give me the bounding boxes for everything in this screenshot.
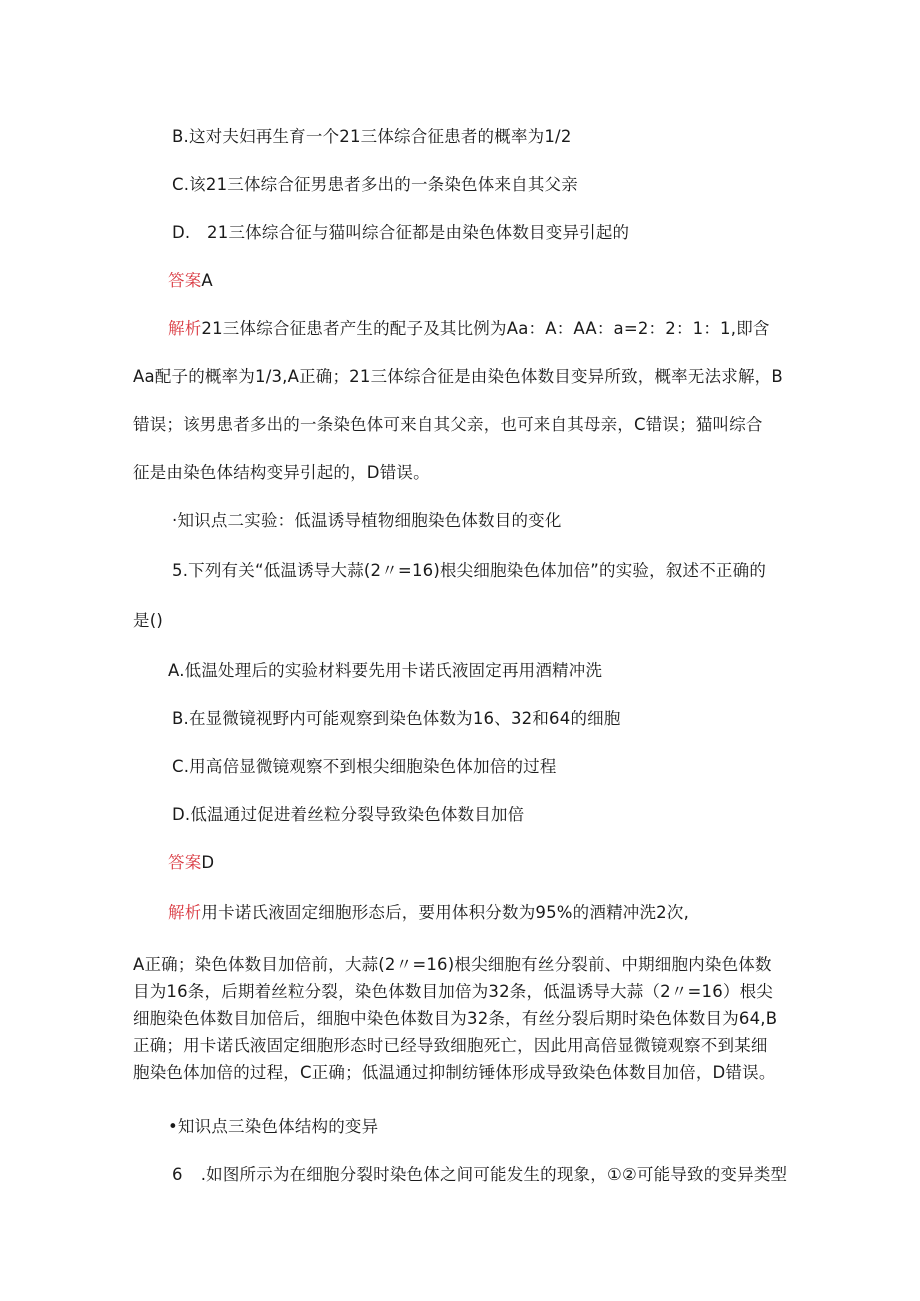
- q6-stem-text: .如图所示为在细胞分裂时染色体之间可能发生的现象，①②可能导致的变异类型: [200, 1165, 788, 1184]
- q6-stem: [172, 1164, 787, 1186]
- q5-answer-value: D: [201, 853, 215, 872]
- q5-analysis-line-4: 细胞染色体数目加倍后，细胞中染色体数目为32条，有丝分裂后期时染色体数目为64,B: [133, 1009, 778, 1028]
- q5-analysis-line-2: A正确；染色体数目加倍前，大蒜(2〃=16)根尖细胞有丝分裂前、中期细胞内染色体数: [133, 955, 772, 974]
- q4-answer-value: A: [201, 271, 213, 290]
- q4-option-c: C.该21三体综合征男患者多出的一条染色体来自其父亲: [172, 175, 578, 194]
- q4-analysis-label: 解析: [168, 319, 202, 338]
- q5-answer-label: 答案: [168, 853, 202, 872]
- q5-analysis-line-6: 胞染色体加倍的过程，C正确；低温通过抑制纺锤体形成导致染色体数目加倍，D错误。: [133, 1063, 776, 1082]
- q5-analysis-line-5: 正确；用卡诺氏液固定细胞形态时已经导致细胞死亡，因此用高倍显微镜观察不到某细: [133, 1036, 768, 1055]
- section-title-2: ·知识点二实验：低温诱导植物细胞染色体数目的变化: [172, 511, 562, 530]
- q4-analysis-line-4: 征是由染色体结构变异引起的，D错误。: [133, 463, 430, 482]
- q4-analysis-text: 21三体综合征患者产生的配子及其比例为Aa：A：AA：a=2：2：1：1,即含: [201, 319, 770, 338]
- q5-option-b: B.在显微镜视野内可能观察到染色体数为16、32和64的细胞: [172, 709, 621, 728]
- q5-analysis-text: 用卡诺氏液固定细胞形态后，要用体积分数为95%的酒精冲洗2次,: [201, 903, 690, 922]
- q4-option-b: B.这对夫妇再生育一个21三体综合征患者的概率为1/2: [172, 127, 572, 146]
- q5-stem-line-1: 5.下列有关“低温诱导大蒜(2〃=16)根尖细胞染色体加倍”的实验，叙述不正确的: [172, 561, 767, 580]
- q5-stem-line-2: 是(): [133, 611, 163, 630]
- q5-option-c: C.用高倍显微镜观察不到根尖细胞染色体加倍的过程: [172, 757, 557, 776]
- section-title-3: •知识点三染色体结构的变异: [168, 1117, 379, 1136]
- q4-analysis-line-2: Aa配子的概率为1/3,A正确；21三体综合征是由染色体数目变异所致，概率无法求解，B: [133, 367, 783, 386]
- q5-analysis-line-3: 目为16条，后期着丝粒分裂，染色体数目加倍为32条，低温诱导大蒜（2〃=16）根尖: [133, 982, 774, 1001]
- q4-answer-label: 答案: [168, 271, 202, 290]
- q5-analysis-label: 解析: [168, 903, 202, 922]
- q5-option-d: D.低温通过促进着丝粒分裂导致染色体数目加倍: [172, 805, 525, 824]
- q4-option-d: D. 21三体综合征与猫叫综合征都是由染色体数目变异引起的: [172, 223, 630, 242]
- q6-number: 6: [172, 1165, 183, 1184]
- q5-analysis-line-1: [168, 902, 689, 924]
- q4-analysis-line-3: 错误；该男患者多出的一条染色体可来自其父亲，也可来自其母亲，C错误；猫叫综合: [133, 415, 763, 434]
- q4-analysis-line-1: [168, 318, 770, 340]
- q4-answer: [168, 270, 213, 292]
- q5-answer: [168, 852, 214, 874]
- q5-option-a: A.低温处理后的实验材料要先用卡诺氏液固定再用酒精冲洗: [168, 661, 603, 680]
